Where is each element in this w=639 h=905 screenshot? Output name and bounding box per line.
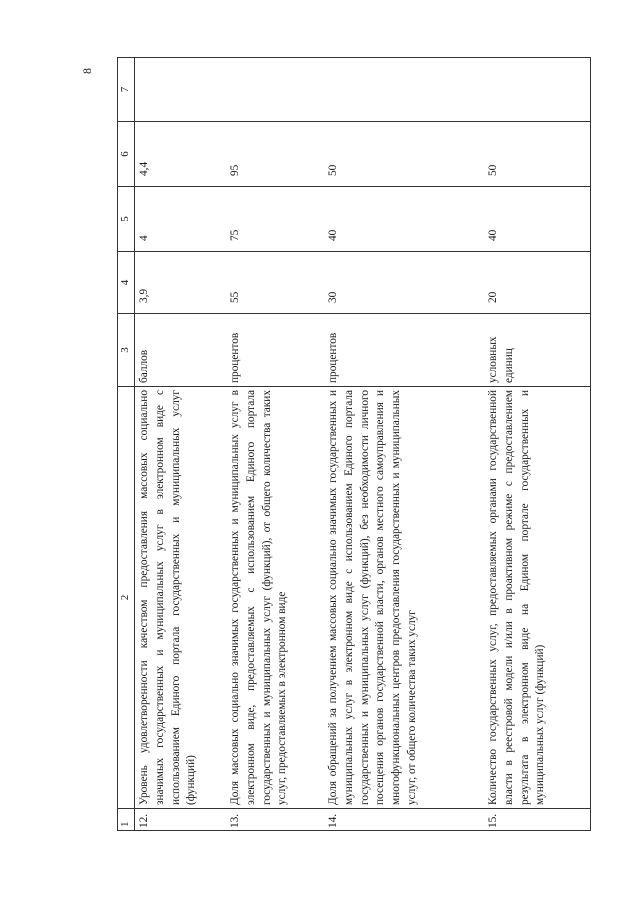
value-col-7 xyxy=(324,58,484,122)
value-col-5: 40 xyxy=(324,187,484,252)
header-cell-5: 5 xyxy=(118,187,135,252)
value-col-7 xyxy=(135,58,227,122)
unit-cell: процентов xyxy=(226,314,324,387)
value-col-6: 50 xyxy=(324,122,484,187)
header-cell-1: 1 xyxy=(118,809,135,831)
indicator-description: Уровень удовлетворенности качеством предоставления массовых социально значимых государственных и муниципальных услуг в электронном виде с использованием Единого портала государственных и муниципальных услуг (функций) xyxy=(135,387,227,809)
unit-cell: баллов xyxy=(135,314,227,387)
value-col-4: 20 xyxy=(484,252,591,314)
row-number: 13. xyxy=(226,809,324,831)
header-cell-4: 4 xyxy=(118,252,135,314)
value-col-5: 40 xyxy=(484,187,591,252)
value-col-5: 75 xyxy=(226,187,324,252)
indicator-description: Количество государственных услуг, предоставляемых органами государственной власти в реестровой модели и/или в проактивном режиме с предоставлением результата в электронном виде на Едином портале государственных и муниципальных услуг (функций) xyxy=(484,387,591,809)
header-cell-3: 3 xyxy=(118,314,135,387)
unit-cell: процентов xyxy=(324,314,484,387)
value-col-4: 55 xyxy=(226,252,324,314)
value-col-6: 4,4 xyxy=(135,122,227,187)
header-row xyxy=(118,58,135,831)
value-col-6: 50 xyxy=(484,122,591,187)
value-col-7 xyxy=(484,58,591,122)
header-cell-2: 2 xyxy=(118,387,135,809)
header-cell-6: 6 xyxy=(118,122,135,187)
value-col-7 xyxy=(226,58,324,122)
row-number: 14. xyxy=(324,809,484,831)
table-row xyxy=(324,58,484,831)
value-col-4: 3,9 xyxy=(135,252,227,314)
unit-cell: условных единиц xyxy=(484,314,591,387)
header-cell-7: 7 xyxy=(118,58,135,122)
value-col-6: 95 xyxy=(226,122,324,187)
table-row xyxy=(135,58,227,831)
row-number: 15. xyxy=(484,809,591,831)
table-row xyxy=(484,58,591,831)
value-col-4: 30 xyxy=(324,252,484,314)
value-col-5: 4 xyxy=(135,187,227,252)
row-number: 12. xyxy=(135,809,227,831)
indicators-table-rotated xyxy=(117,58,579,831)
indicators-table xyxy=(117,57,591,831)
page-number: 8 xyxy=(80,68,94,74)
indicator-description: Доля массовых социально значимых государственных и муниципальных услуг в электронном виде, предоставляемых с использованием Единого портала государственных и муниципальных услуг (функций), от общего количества таких услуг, предоставляемых в электронном виде xyxy=(226,387,324,809)
indicator-description: Доля обращений за получением массовых социально значимых государственных и муниципальных услуг в электронном виде с использованием Единого портала государственных и муниципальных услуг (функций), без необходимости личного посещения органов государственной власти, органов местного самоуправления и многофункциональных центров предоставления государственных и муниципальных услуг, от общего количества таких услуг xyxy=(324,387,484,809)
table-row xyxy=(226,58,324,831)
